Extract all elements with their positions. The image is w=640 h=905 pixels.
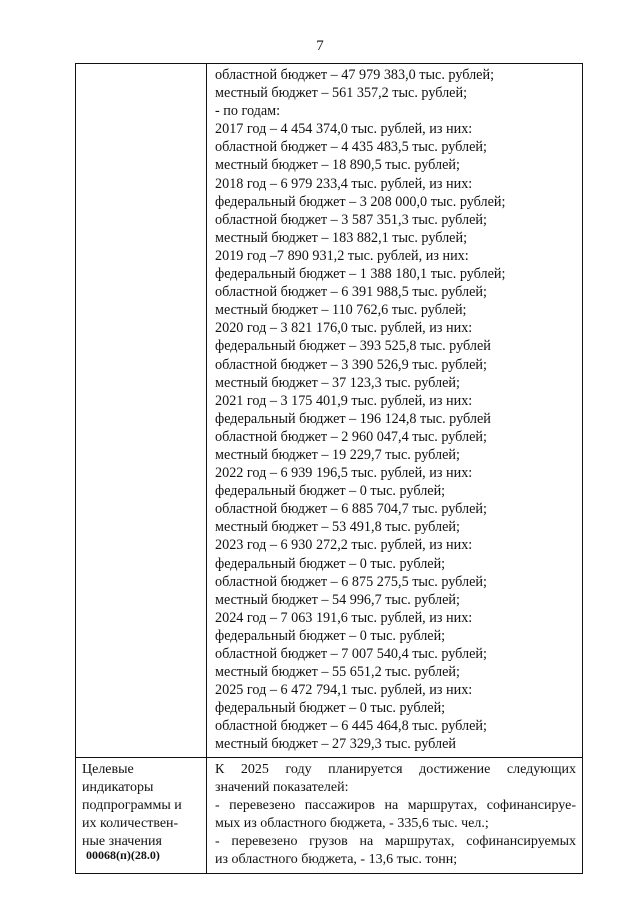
funding-line: областной бюджет – 6 391 988,5 тыс. рублей; xyxy=(215,284,487,301)
funding-line: федеральный бюджет – 196 124,8 тыс. рублей xyxy=(215,410,491,427)
funding-line: областной бюджет – 6 875 275,5 тыс. рублей; xyxy=(215,573,487,590)
funding-line: 2019 год –7 890 931,2 тыс. рублей, из них: xyxy=(215,247,469,264)
indicator-text-line: мых из областного бюджета, - 335,6 тыс. чел.; xyxy=(215,815,489,831)
funding-line: 2023 год – 6 930 272,2 тыс. рублей, из них: xyxy=(215,537,473,554)
indicator-text-line: - перевезено пассажиров на маршрутах, софинансируе- xyxy=(215,797,576,813)
indicator-label-line: их количествен- xyxy=(82,815,179,831)
funding-line: местный бюджет – 55 651,2 тыс. рублей; xyxy=(215,664,460,681)
indicator-label-line: индикаторы xyxy=(82,779,154,795)
indicators-text-cell xyxy=(207,757,583,873)
funding-line: областной бюджет – 6 445 464,8 тыс. рублей; xyxy=(215,718,487,735)
funding-line: областной бюджет – 6 885 704,7 тыс. рублей; xyxy=(215,501,487,518)
funding-line: - по годам: xyxy=(215,103,281,120)
document-code: 00068(п)(28.0) xyxy=(86,848,160,862)
indicator-text-line: - перевезено грузов на маршрутах, софинансируемых xyxy=(215,833,576,849)
funding-line: 2024 год – 7 063 191,6 тыс. рублей, из них: xyxy=(215,609,473,626)
funding-line: местный бюджет – 110 762,6 тыс. рублей; xyxy=(215,302,467,319)
funding-line: 2018 год – 6 979 233,4 тыс. рублей, из них: xyxy=(215,175,473,192)
funding-line: федеральный бюджет – 393 525,8 тыс. рублей xyxy=(215,338,491,355)
funding-line: федеральный бюджет – 0 тыс. рублей; xyxy=(215,555,446,572)
funding-line: местный бюджет – 27 329,3 тыс. рублей xyxy=(215,736,456,753)
funding-line: областной бюджет – 47 979 383,0 тыс. рублей; xyxy=(215,67,495,83)
funding-line: местный бюджет – 54 996,7 тыс. рублей; xyxy=(215,591,460,608)
funding-line: местный бюджет – 18 890,5 тыс. рублей; xyxy=(215,157,460,174)
funding-lines xyxy=(207,64,582,757)
funding-line: 2017 год – 4 454 374,0 тыс. рублей, из них: xyxy=(215,121,473,138)
indicator-label-line: ные значения xyxy=(82,833,162,849)
funding-line: федеральный бюджет – 0 тыс. рублей; xyxy=(215,700,446,717)
funding-line: местный бюджет – 19 229,7 тыс. рублей; xyxy=(215,446,460,463)
indicator-text-line: значений показателей: xyxy=(215,779,349,795)
funding-line: областной бюджет – 3 587 351,3 тыс. рублей; xyxy=(215,211,487,228)
funding-line: 2025 год – 6 472 794,1 тыс. рублей, из них: xyxy=(215,682,473,699)
indicator-label-line: подпрограммы и xyxy=(82,797,182,813)
funding-line: федеральный бюджет – 0 тыс. рублей; xyxy=(215,627,446,644)
indicators-label xyxy=(76,758,206,855)
funding-line: 2022 год – 6 939 196,5 тыс. рублей, из них: xyxy=(215,465,473,482)
funding-line: областной бюджет – 7 007 540,4 тыс. рублей; xyxy=(215,646,487,662)
funding-row xyxy=(76,64,583,758)
funding-cell xyxy=(207,64,583,758)
indicator-label-line: Целевые xyxy=(82,761,134,777)
page-number: 7 xyxy=(316,38,324,54)
funding-line: 2021 год – 3 175 401,9 тыс. рублей, из них: xyxy=(215,392,473,409)
funding-label-cell xyxy=(76,64,207,758)
funding-line: федеральный бюджет – 0 тыс. рублей; xyxy=(215,483,446,500)
funding-line: местный бюджет – 53 491,8 тыс. рублей; xyxy=(215,519,460,536)
funding-line: федеральный бюджет – 3 208 000,0 тыс. рублей; xyxy=(215,193,506,210)
funding-line: областной бюджет – 3 390 526,9 тыс. рублей; xyxy=(215,356,487,373)
indicators-text xyxy=(207,758,582,873)
indicator-text-line: К 2025 году планируется достижение следующих xyxy=(215,761,576,777)
passport-table xyxy=(75,63,583,874)
indicator-text-line: из областного бюджета, - 13,6 тыс. тонн; xyxy=(215,851,458,867)
funding-line: местный бюджет – 37 123,3 тыс. рублей; xyxy=(215,374,460,391)
funding-line: областной бюджет – 2 960 047,4 тыс. рублей; xyxy=(215,428,487,445)
funding-line: областной бюджет – 4 435 483,5 тыс. рублей; xyxy=(215,139,487,156)
funding-line: местный бюджет – 561 357,2 тыс. рублей; xyxy=(215,85,468,102)
funding-line: федеральный бюджет – 1 388 180,1 тыс. рублей; xyxy=(215,266,506,283)
funding-line: местный бюджет – 183 882,1 тыс. рублей; xyxy=(215,229,468,246)
funding-line: 2020 год – 3 821 176,0 тыс. рублей, из них: xyxy=(215,320,473,337)
